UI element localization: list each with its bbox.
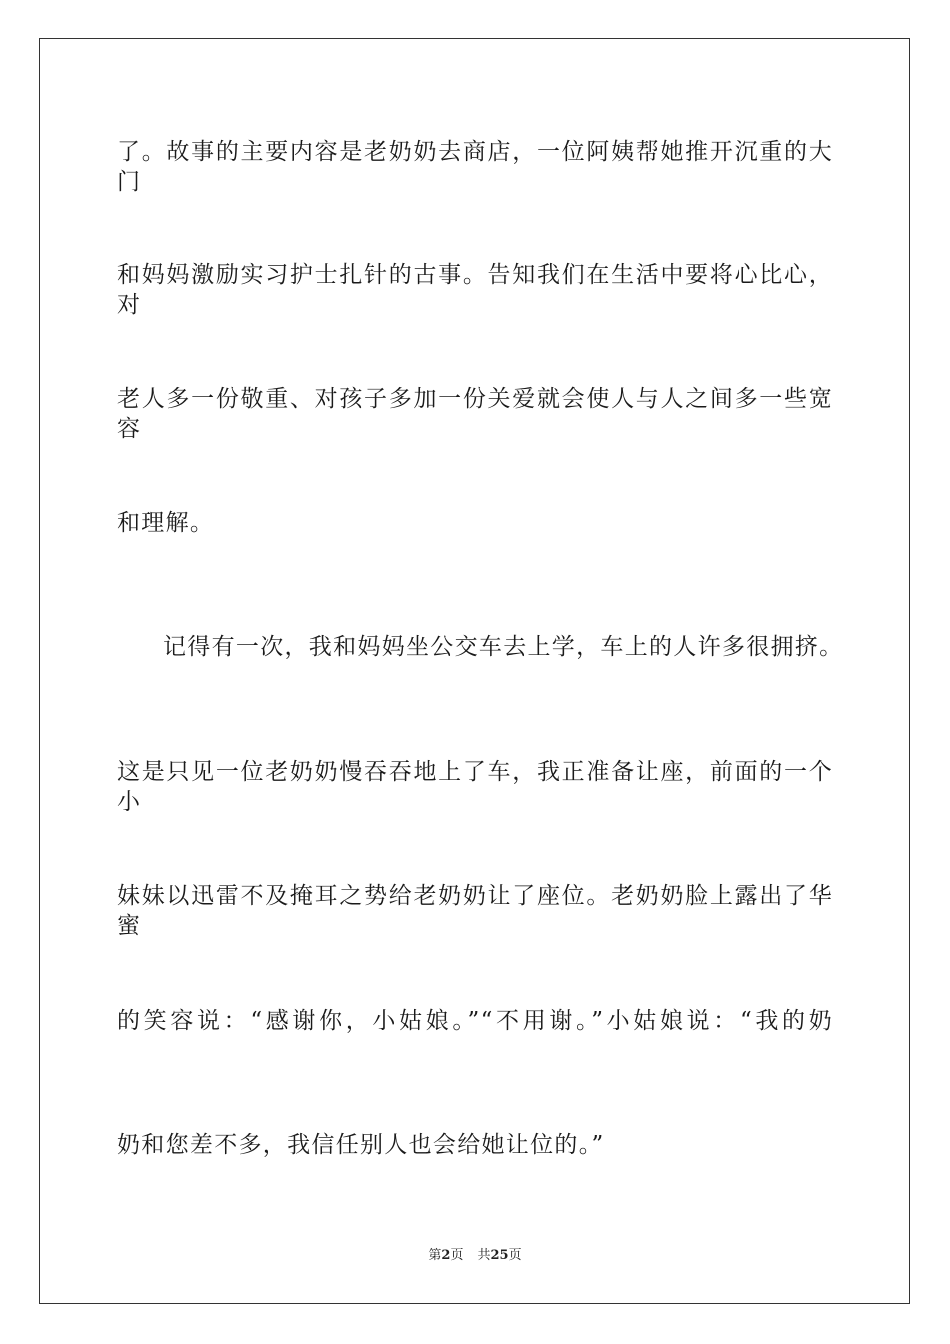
body-text-line: 的笑容说：“感谢你，小姑娘。”“不用谢。”小姑娘说：“我的奶 [117,1008,833,1034]
paragraph-first-line: 记得有一次，我和妈妈坐公交车去上学，车上的人许多很拥挤。 [163,634,844,660]
body-text-line: 奶和您差不多，我信任别人也会给她让位的。” [117,1132,605,1158]
body-text-line: 和理解。 [117,510,215,536]
body-text-line: 这是只见一位老奶奶慢吞吞地上了车，我正准备让座，前面的一个小 [117,759,833,815]
page-border [39,38,910,1304]
body-text-line: 妹妹以迅雷不及掩耳之势给老奶奶让了座位。老奶奶脸上露出了华蜜 [117,883,833,939]
body-text-line: 了。故事的主要内容是老奶奶去商店，一位阿姨帮她推开沉重的大门 [117,139,833,195]
body-text-line: 老人多一份敬重、对孩子多加一份关爱就会使人与人之间多一些宽容 [117,386,833,442]
page-prefix: 第 [428,1248,442,1263]
total-pages: 25 [490,1248,509,1263]
page-number: 2 [441,1248,451,1263]
total-suffix: 页 [508,1248,522,1263]
page-suffix: 页 [450,1248,464,1263]
total-prefix: 共 [477,1248,491,1263]
page-footer [0,1248,950,1264]
body-text-line: 和妈妈激励实习护士扎针的古事。告知我们在生活中要将心比心，对 [117,262,833,318]
